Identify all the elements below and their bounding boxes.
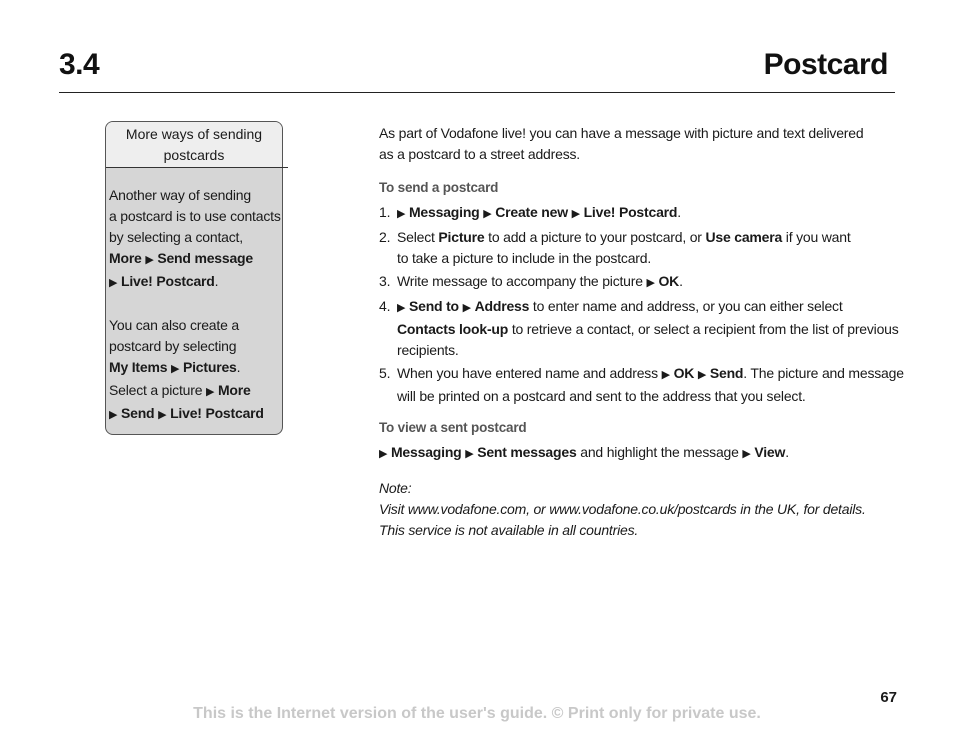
sidebar-divider bbox=[106, 167, 288, 168]
arrow-right-icon: ▶ bbox=[397, 302, 406, 314]
menu-item-send: Send bbox=[120, 405, 155, 421]
section-number: 3.4 bbox=[59, 48, 100, 81]
view-instruction bbox=[379, 442, 899, 465]
note-line: This service is not available in all countries. bbox=[379, 522, 639, 538]
punctuation: . bbox=[679, 273, 683, 289]
send-postcard-heading: To send a postcard bbox=[379, 180, 499, 195]
menu-item-more: More bbox=[217, 382, 251, 398]
step-line: to take a picture to include in the postcard. bbox=[397, 250, 652, 266]
sidebar-paragraph-contacts bbox=[109, 185, 281, 294]
page-title: Postcard bbox=[763, 48, 888, 81]
step-line bbox=[397, 202, 899, 225]
option-ok: OK bbox=[658, 273, 680, 289]
menu-item-messaging: Messaging bbox=[390, 444, 462, 460]
step-text: to add a picture to your postcard, or bbox=[484, 229, 706, 245]
arrow-right-icon: ▶ bbox=[158, 409, 167, 421]
menu-item-live-postcard: Live! Postcard bbox=[583, 204, 678, 220]
step-number: 4. bbox=[379, 298, 391, 314]
sidebar-text: a postcard is to use contacts bbox=[109, 208, 281, 224]
step-line bbox=[397, 296, 899, 319]
option-send: Send bbox=[709, 365, 744, 381]
arrow-right-icon: ▶ bbox=[697, 369, 707, 381]
sidebar-heading bbox=[106, 122, 282, 168]
step-text: Select bbox=[397, 229, 439, 245]
step-number: 2. bbox=[379, 229, 391, 245]
menu-item-create-new: Create new bbox=[495, 204, 568, 220]
menu-item-pictures: Pictures bbox=[182, 359, 237, 375]
arrow-right-icon: ▶ bbox=[462, 302, 471, 314]
punctuation: . bbox=[236, 359, 241, 375]
step-item bbox=[379, 271, 899, 294]
step-text: When you have entered name and address bbox=[397, 365, 662, 381]
arrow-right-icon: ▶ bbox=[379, 448, 388, 460]
step-item bbox=[379, 296, 899, 361]
intro-line: as a postcard to a street address. bbox=[379, 146, 580, 162]
sidebar-heading-line: postcards bbox=[163, 147, 225, 163]
arrow-right-icon: ▶ bbox=[646, 277, 655, 289]
menu-item-live-postcard: Live! Postcard bbox=[170, 405, 264, 421]
menu-item-more: More bbox=[109, 250, 142, 266]
option-ok: OK bbox=[673, 365, 695, 381]
step-item bbox=[379, 363, 904, 407]
menu-item-my-items: My Items bbox=[109, 359, 168, 375]
sidebar-body bbox=[109, 185, 281, 447]
step-item bbox=[379, 202, 899, 225]
step-text: if you want bbox=[782, 229, 851, 245]
step-text: Write message to accompany the picture bbox=[397, 273, 647, 289]
step-number: 1. bbox=[379, 204, 391, 220]
menu-item-live-postcard: Live! Postcard bbox=[120, 273, 215, 289]
note-line: Visit www.vodafone.com, or www.vodafone.co.uk/postcards in the UK, for details. bbox=[379, 501, 866, 517]
option-use-camera: Use camera bbox=[705, 229, 783, 245]
view-line bbox=[379, 442, 899, 465]
arrow-right-icon: ▶ bbox=[206, 386, 215, 398]
sidebar-menu-path bbox=[109, 380, 281, 403]
menu-item-messaging: Messaging bbox=[408, 204, 480, 220]
punctuation: . bbox=[785, 444, 789, 460]
step-number: 3. bbox=[379, 273, 391, 289]
arrow-right-icon: ▶ bbox=[109, 409, 118, 421]
view-postcard-heading: To view a sent postcard bbox=[379, 420, 527, 435]
step-line bbox=[397, 271, 899, 294]
sidebar-heading-line: More ways of sending bbox=[125, 126, 263, 142]
intro-paragraph bbox=[379, 123, 899, 165]
sidebar-text: You can also create a bbox=[109, 317, 239, 333]
step-text: . The picture and message bbox=[743, 365, 904, 381]
option-address: Address bbox=[474, 298, 530, 314]
menu-item-sent-messages: Sent messages bbox=[477, 444, 577, 460]
sidebar-menu-path bbox=[109, 271, 281, 294]
main-content bbox=[379, 123, 904, 541]
option-view: View bbox=[754, 444, 786, 460]
arrow-right-icon: ▶ bbox=[742, 448, 751, 460]
menu-item-send-message: Send message bbox=[157, 250, 253, 266]
sidebar-menu-path bbox=[109, 248, 281, 271]
option-send-to: Send to bbox=[408, 298, 459, 314]
footer-notice: This is the Internet version of the user's guide. © Print only for private use. bbox=[193, 705, 761, 722]
sidebar-text: postcard by selecting bbox=[109, 338, 237, 354]
page-number: 67 bbox=[880, 689, 897, 706]
arrow-right-icon: ▶ bbox=[483, 208, 492, 220]
note-block bbox=[379, 478, 899, 541]
option-contacts-lookup: Contacts look-up bbox=[397, 321, 509, 337]
step-text: to enter name and address, or you can either select bbox=[529, 298, 843, 314]
sidebar-menu-path bbox=[109, 357, 281, 380]
sidebar-text: Another way of sending bbox=[109, 187, 251, 203]
option-picture: Picture bbox=[438, 229, 485, 245]
arrow-right-icon: ▶ bbox=[465, 448, 474, 460]
step-line bbox=[397, 227, 899, 248]
view-text: and highlight the message bbox=[576, 444, 743, 460]
step-line bbox=[397, 363, 904, 386]
arrow-right-icon: ▶ bbox=[661, 369, 670, 381]
sidebar-text: by selecting a contact, bbox=[109, 229, 243, 245]
send-steps-list bbox=[379, 202, 904, 407]
step-line: will be printed on a postcard and sent to the address that you select. bbox=[397, 388, 806, 404]
step-item bbox=[379, 227, 899, 269]
tip-sidebar bbox=[105, 121, 283, 435]
sidebar-menu-path bbox=[109, 403, 281, 426]
step-line: recipients. bbox=[397, 342, 459, 358]
arrow-right-icon: ▶ bbox=[397, 208, 406, 220]
step-line bbox=[397, 319, 899, 340]
sidebar-text: Select a picture bbox=[109, 382, 203, 398]
punctuation: . bbox=[677, 204, 681, 220]
arrow-right-icon: ▶ bbox=[171, 363, 180, 375]
step-text: to retrieve a contact, or select a recipient from the list of previous bbox=[508, 321, 899, 337]
arrow-right-icon: ▶ bbox=[145, 254, 154, 266]
note-line: Note: bbox=[379, 480, 412, 496]
sidebar-paragraph-my-items bbox=[109, 315, 281, 426]
intro-line: As part of Vodafone live! you can have a message with picture and text delivered bbox=[379, 125, 864, 141]
punctuation: . bbox=[214, 273, 219, 289]
header-rule bbox=[59, 92, 895, 93]
step-number: 5. bbox=[379, 365, 391, 381]
arrow-right-icon: ▶ bbox=[571, 208, 580, 220]
arrow-right-icon: ▶ bbox=[109, 277, 118, 289]
